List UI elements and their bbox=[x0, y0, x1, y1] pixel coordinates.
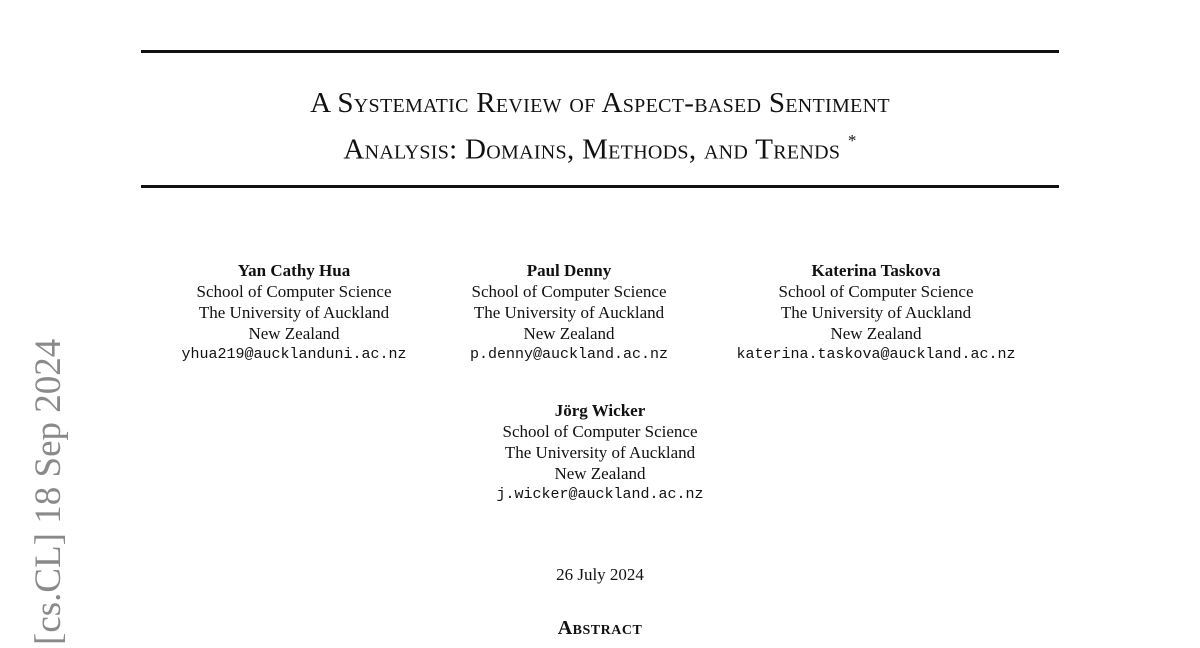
author-name: Paul Denny bbox=[526, 261, 612, 280]
author-email[interactable]: p.denny@auckland.ac.nz bbox=[469, 346, 669, 363]
author-country: New Zealand bbox=[554, 464, 646, 483]
author-block bbox=[712, 260, 1040, 365]
paper-title-line-2 bbox=[141, 125, 1059, 168]
title-rule-bottom bbox=[141, 185, 1059, 188]
paper-title-line-1 bbox=[141, 86, 1059, 121]
author-department: School of Computer Science bbox=[196, 282, 392, 301]
author-email[interactable]: j.wicker@auckland.ac.nz bbox=[496, 486, 704, 503]
author-institution: The University of Auckland bbox=[198, 303, 390, 322]
author-name: Katerina Taskova bbox=[811, 261, 941, 280]
author-country: New Zealand bbox=[830, 324, 922, 343]
paper-title-text-2: Analysis: Domains, Methods, and Trends bbox=[343, 133, 841, 166]
abstract-heading-text: Abstract bbox=[557, 617, 643, 639]
author-name: Jörg Wicker bbox=[554, 401, 646, 420]
abstract-heading bbox=[450, 617, 750, 640]
author-country: New Zealand bbox=[523, 324, 615, 343]
paper-date: 26 July 2024 bbox=[556, 565, 644, 584]
author-institution: The University of Auckland bbox=[504, 443, 696, 462]
author-institution: The University of Auckland bbox=[780, 303, 972, 322]
author-block bbox=[448, 260, 690, 365]
author-name: Yan Cathy Hua bbox=[237, 261, 351, 280]
author-email[interactable]: katerina.taskova@auckland.ac.nz bbox=[736, 346, 1016, 363]
author-institution: The University of Auckland bbox=[473, 303, 665, 322]
title-footnote-marker[interactable]: * bbox=[847, 131, 857, 150]
author-department: School of Computer Science bbox=[778, 282, 974, 301]
author-country: New Zealand bbox=[248, 324, 340, 343]
paper-title-text-1: A Systematic Review of Aspect-based Sentiment bbox=[310, 87, 890, 119]
author-department: School of Computer Science bbox=[471, 282, 667, 301]
arxiv-side-stamp: [cs.CL] 18 Sep 2024 bbox=[28, 338, 69, 645]
title-rule-top bbox=[141, 50, 1059, 53]
author-block bbox=[160, 260, 428, 365]
author-email[interactable]: yhua219@aucklanduni.ac.nz bbox=[181, 346, 407, 363]
author-department: School of Computer Science bbox=[502, 422, 698, 441]
author-block bbox=[470, 400, 730, 505]
